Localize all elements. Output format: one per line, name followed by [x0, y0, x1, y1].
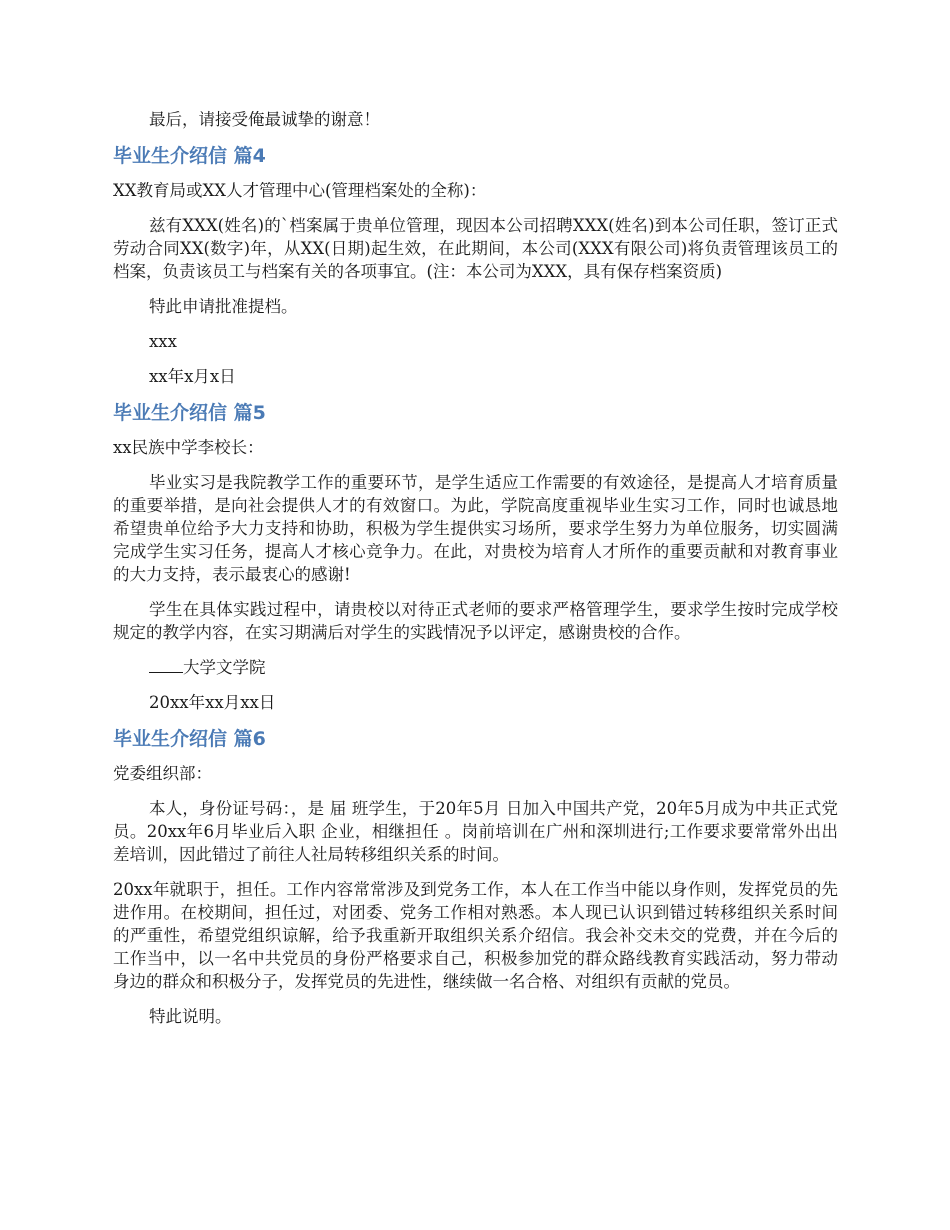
section-5-heading: 毕业生介绍信 篇5 [113, 402, 266, 424]
section-5-signature-line [113, 656, 838, 679]
section-6-body-2: 20xx年就职于，担任。工作内容常常涉及到党务工作，本人在工作当中能以身作则，发挥党员的先进作用。在校期间，担任过，对团委、党务工作相对熟悉。本人现已认识到错过转移组织关系时间的严重性，希望党组织谅解，给予我重新开取组织关系介绍信。我会补交未交的党费，并在今后的工作当中，以一名中共党员的身份严格要求自己，积极参加党的群众路线教育实践活动，努力带动身边的群众和积极分子，发挥党员的先进性，继续做一名合格、对组织有贡献的党员。 [113, 880, 838, 991]
section-5-signature: 大学文学院 [183, 658, 266, 677]
section-5-body-2: 学生在具体实践过程中，请贵校以对待正式老师的要求严格管理学生，要求学生按时完成学校规定的教学内容，在实习期满后对学生的实践情况予以评定，感谢贵校的合作。 [113, 600, 838, 642]
closing-line: 最后，请接受俺最诚挚的谢意！ [149, 110, 380, 129]
section-5-body-1: 毕业实习是我院教学工作的重要环节，是学生适应工作需要的有效途径，是提高人才培育质量的重要举措，是向社会提供人才的有效窗口。为此，学院高度重视毕业生实习工作，同时也诚恳地希望贵单位给予大力支持和协助，积极为学生提供实习场所，要求学生努力为单位服务，切实圆满完成学生实习任务，提高人才核心竞争力。在此，对贵校为培育人才所作的重要贡献和对教育事业的大力支持，表示最衷心的感谢! [113, 473, 838, 584]
section-4-signature: xxx [149, 332, 177, 351]
section-4-body: 兹有XXX(姓名)的`档案属于贵单位管理，现因本公司招聘XXX(姓名)到本公司任职，签订正式劳动合同XX(数字)年，从XX(日期)起生效，在此期间，本公司(XXX有限公司)将负责管理该员工的档案，负责该员工与档案有关的各项事宜。(注：本公司为XXX，具有保存档案资质) [113, 216, 838, 281]
section-5-salutation: xx民族中学李校长： [113, 438, 264, 457]
document-page [113, 108, 838, 1040]
section-6-body-1: 本人，身份证号码：，是 届 班学生，于20年5月 日加入中国共产党，20年5月成为中共正式党员。20xx年6月毕业后入职 企业，相继担任 。岗前培训在广州和深圳进行;工作要求要常常外出出差培训，因此错过了前往人社局转移组织关系的时间。 [113, 799, 838, 864]
section-6-heading: 毕业生介绍信 篇6 [113, 728, 266, 750]
section-5-date: 20xx年xx月xx日 [149, 693, 276, 712]
signature-blank [149, 658, 183, 673]
section-4-heading: 毕业生介绍信 篇4 [113, 145, 266, 167]
section-4-salutation: XX教育局或XX人才管理中心(管理档案处的全称)： [113, 181, 487, 200]
section-4-date: xx年x月x日 [149, 367, 236, 386]
section-6-closing: 特此说明。 [149, 1007, 232, 1026]
section-6-salutation: 党委组织部： [113, 764, 212, 783]
section-4-request: 特此申请批准提档。 [149, 297, 298, 316]
